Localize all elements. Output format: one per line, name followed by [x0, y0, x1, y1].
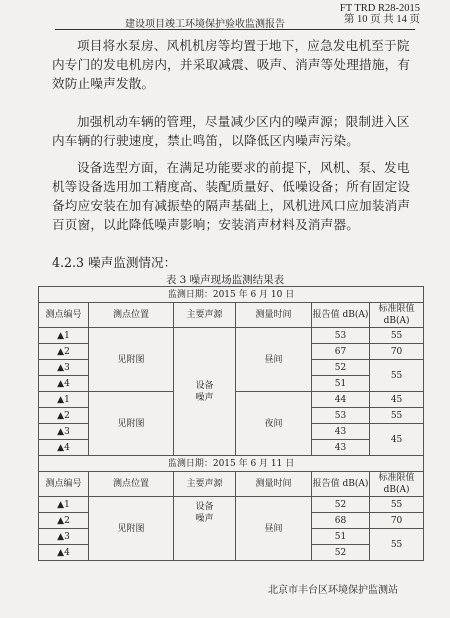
header-rule	[55, 29, 415, 30]
paragraph-1: 项目将水泵房、风机机房等均置于地下，应急发电机至于院内专门的发电机房内，并采取减震、吸声、消声等处理措施，有效防止噪声发散。	[52, 38, 411, 91]
point-id: ▲4	[39, 545, 89, 561]
point-id: ▲3	[39, 360, 89, 376]
location-cell: 见附图	[89, 392, 174, 456]
limit-value: 55	[370, 360, 424, 392]
report-value: 43	[312, 440, 370, 456]
table-row	[39, 328, 424, 344]
report-value: 68	[312, 513, 370, 529]
paragraph-2: 加强机动车辆的管理，尽量减少区内的噪声源；限制进入区内车辆的行驶速度，禁止鸣笛，以降低区内噪声污染。	[52, 114, 410, 148]
limit-value: 45	[370, 392, 424, 408]
point-id: ▲4	[39, 376, 89, 392]
date-row	[39, 287, 424, 303]
point-id: ▲3	[39, 424, 89, 440]
point-id: ▲1	[39, 392, 89, 408]
limit-value: 45	[370, 424, 424, 456]
section-heading: 4.2.3 噪声监测情况：	[52, 255, 177, 270]
date-row	[39, 456, 424, 472]
page-number: 第 10 页 共 14 页	[343, 14, 420, 25]
report-value: 43	[312, 424, 370, 440]
point-id: ▲1	[39, 328, 89, 344]
point-id: ▲2	[39, 344, 89, 360]
limit-value: 70	[370, 513, 424, 529]
time-cell: 昼间	[236, 497, 312, 561]
col-header-point: 测点编号	[39, 303, 89, 328]
paragraph-3: 设备选型方面，在满足功能要求的前提下，风机、泵、发电机等设备选用加工精度高、装配质量好、低噪设备；所有固定设备均应安装在加有减振垫的隔声基础上，风机进风口应加装消声百页窗，以此降低噪声影响；安装消声材料及消声器。	[52, 160, 411, 232]
point-id: ▲2	[39, 513, 89, 529]
limit-value: 70	[370, 344, 424, 360]
table-caption: 表 3 噪声现场监测结果表	[165, 274, 285, 286]
limit-value: 55	[370, 529, 424, 561]
report-value: 67	[312, 344, 370, 360]
location-cell: 见附图	[89, 497, 174, 561]
point-id: ▲4	[39, 440, 89, 456]
report-value: 52	[312, 497, 370, 513]
point-id: ▲2	[39, 408, 89, 424]
report-value: 44	[312, 392, 370, 408]
time-cell: 昼间	[236, 328, 312, 392]
col-header-time: 测量时间	[236, 472, 312, 497]
source-cell: 设备 噪声	[174, 328, 236, 456]
monitor-date: 监测日期：2015 年 6 月 10 日	[39, 287, 424, 303]
time-cell: 夜间	[236, 392, 312, 456]
col-header-value: 报告值 dB(A)	[312, 472, 370, 497]
col-header-source: 主要声源	[174, 303, 236, 328]
limit-value: 55	[370, 328, 424, 344]
limit-value: 55	[370, 408, 424, 424]
col-header-location: 测点位置	[89, 472, 174, 497]
report-value: 52	[312, 545, 370, 561]
table-header-row	[39, 472, 424, 497]
report-value: 52	[312, 360, 370, 376]
col-header-limit: 标准限值 dB(A)	[370, 472, 424, 497]
report-title: 建设项目竣工环境保护验收监测报告	[125, 19, 285, 30]
col-header-source: 主要声源	[174, 472, 236, 497]
noise-results-table	[38, 286, 424, 561]
report-header-meta	[340, 3, 420, 25]
source-cell: 设备 噪声	[174, 497, 236, 561]
location-cell: 见附图	[89, 328, 174, 392]
col-header-limit: 标准限值 dB(A)	[370, 303, 424, 328]
limit-value: 55	[370, 497, 424, 513]
monitor-date: 监测日期：2015 年 6 月 11 日	[39, 456, 424, 472]
report-value: 53	[312, 328, 370, 344]
footer-org: 北京市丰台区环境保护监测站	[268, 585, 398, 596]
col-header-point: 测点编号	[39, 472, 89, 497]
table-header-row	[39, 303, 424, 328]
col-header-location: 测点位置	[89, 303, 174, 328]
point-id: ▲1	[39, 497, 89, 513]
col-header-time: 测量时间	[236, 303, 312, 328]
report-code: FT TRD R28-2015	[339, 3, 420, 14]
col-header-value: 报告值 dB(A)	[312, 303, 370, 328]
report-value: 51	[312, 529, 370, 545]
table-row	[39, 497, 424, 513]
report-value: 51	[312, 376, 370, 392]
point-id: ▲3	[39, 529, 89, 545]
report-value: 53	[312, 408, 370, 424]
